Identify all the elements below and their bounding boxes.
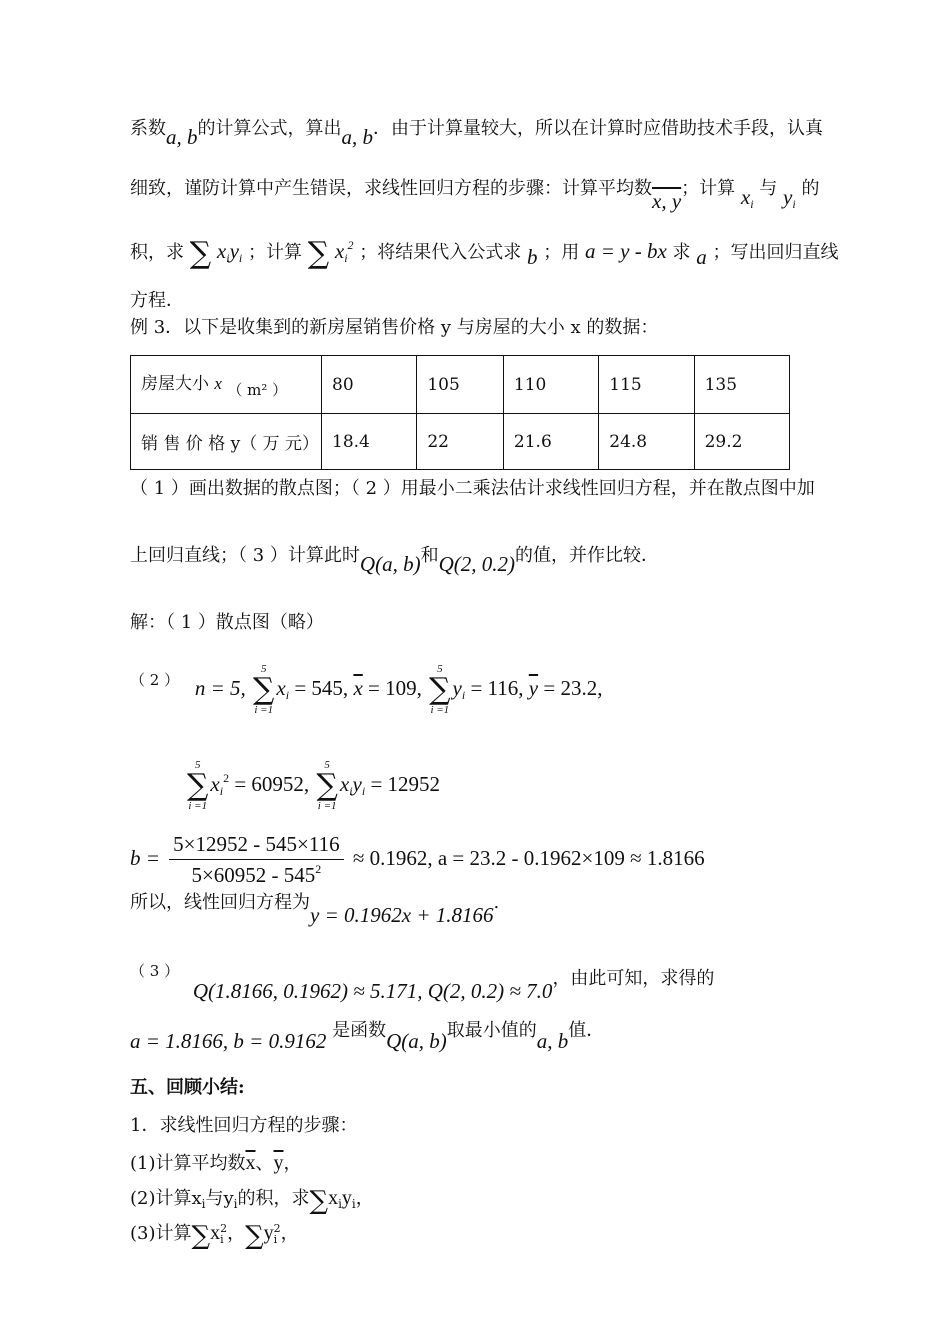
math-a: a [696,245,707,269]
sum-symbol: 5 ∑ i =1 [187,759,209,812]
solution-line-2: $^{( 2 )}$ n = 5, 5 ∑ i =1 $x_i = 545$, $\overline{x} = 109$, 5 ∑ i =1 $y_i = 116$, $\overline{y} = 23.2$, [130,663,603,716]
table-row [131,356,790,414]
text: ．由于计算量较大，所以在计算时应借助技术手段，认真 [373,118,823,139]
para-line-1 [130,118,870,150]
question-line-2: 上回归直线；（ 3 ）计算此时Q(a, b)和Q(2, 0.2)的值，并作比较． [130,545,659,576]
math-ab: a, b [341,125,373,149]
text: ；写出回归直线 [712,242,839,263]
text: 求 [672,242,691,263]
math-yi: $y_i$ [783,185,796,211]
text: 的 [801,178,820,199]
review-item-1: 1．求线性回归方程的步骤： [130,1115,358,1136]
table-cell: 105 [417,356,504,414]
text: 细致，谨防计算中产生错误，求线性回归方程的步骤：计算平均数 [130,178,652,199]
solution-line-3r: a = 1.8166, b = 0.9162 是函数Q(a, b)取最小值的a, b值． [130,1020,605,1053]
question-line-1: （ 1 ）画出数据的散点图；（ 2 ）用最小二乘法估计求线性回归方程，并在散点图中加 [130,478,815,499]
solution-line-eq: 所以，线性回归方程为y = 0.1962x + 1.8166. [130,892,500,927]
table-cell: 80 [322,356,417,414]
math-b: b [527,245,538,269]
math-formula-a: a = y - bx [584,239,667,263]
text: ；计算 [681,178,736,199]
review-item-2: (1)计算平均数$\overline{x}$、$\overline{y}$， [130,1152,302,1174]
sum-symbol: 5 ∑ i =1 [253,663,275,716]
table-cell: 18.4 [322,414,417,470]
example-intro [130,317,870,339]
text: 积，求 [130,242,184,263]
data-table [130,355,790,470]
sum-symbol: 5 ∑ i =1 [429,663,451,716]
text: ；将结果代入公式求 [359,242,522,263]
text: 与 [759,178,778,199]
text: ；计算 [247,242,302,263]
table-cell: 135 [694,356,789,414]
sum-symbol: ∑ [307,236,330,271]
math-ab: a, b [166,125,198,149]
table-cell: 115 [599,356,694,414]
review-heading: 五、回顾小结: [130,1077,245,1098]
para-line-4 [130,290,870,312]
fraction: $\frac{5\times 12952 - 545\times 116}{5\times 60952 - 545^2}$ [169,832,343,888]
text: 系数 [130,118,166,139]
sum-symbol: ∑ [189,236,212,271]
table-cell: 22 [417,414,504,470]
table-row [131,414,790,470]
math-xi-sq: $x_i^2$ [334,238,354,265]
para-line-3 [130,236,870,272]
solution-line-3q: $^{( 3 )}$ Q(1.8166, 0.1962) ≈ 5.171, Q(2, 0.2) ≈ 7.0，由此可知，求得的 [130,962,715,1003]
math-xi: $x_i$ [740,185,754,211]
math-means: x, y [652,189,682,213]
text: 例 3．以下是收集到的新房屋销售价格 y 与房屋的大小 x 的数据： [130,317,659,338]
solution-line-3: 5 ∑ i =1 $x_i^2 = 60952$, 5 ∑ i =1 $x_iy_i = 12952$ [187,759,441,812]
review-item-4: (3)计算∑x 2 i ，∑y 2 i ， [130,1221,299,1251]
table-cell-label: 销 售 价 格 y（ 万 元） [131,414,322,470]
text: 方程． [130,290,184,311]
para-line-2 [130,178,870,214]
sum-symbol: 5 ∑ i =1 [316,759,338,812]
table-cell: 21.6 [503,414,598,470]
table-cell: 29.2 [694,414,789,470]
math-xiyi: $x_iy_i$ [216,239,243,265]
solution-line-1: 解：（ 1 ）散点图（略） [130,612,324,633]
text: ；用 [543,242,580,263]
review-item-3: (2)计算$x_i$与$y_i$的积，求$\sum x_iy_i$， [130,1186,374,1216]
table-cell-label: 房屋大小 x （ m² ） [131,356,322,414]
table-cell: 24.8 [599,414,694,470]
solution-line-b: b = $\frac{5\times 12952 - 545\times 116}{5\times 60952 - 545^2}$ ≈ 0.1962, a = 23.2 - 0.1962×109 ≈ 1.8166 [130,832,705,888]
table-cell: 110 [503,356,598,414]
text: 的计算公式，算出 [197,118,342,139]
